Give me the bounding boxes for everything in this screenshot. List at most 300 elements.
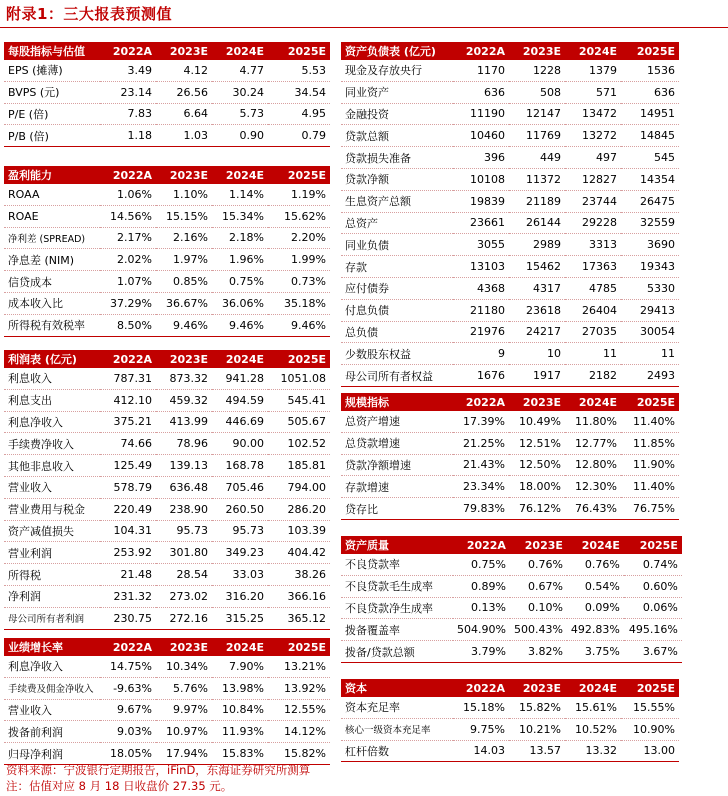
table-row <box>341 554 682 575</box>
column-header: 2025E <box>621 42 679 60</box>
cell-value: 0.67% <box>510 575 567 597</box>
source-note: 资料来源：宁波银行定期报告，iFinD，东海证券研究所测算 <box>6 763 311 777</box>
cell-value: 5.76% <box>156 677 212 699</box>
row-label: 不良贷款净生成率 <box>341 597 453 619</box>
cell-value: 23744 <box>565 190 621 212</box>
cell-value: 3.79% <box>453 641 510 663</box>
cell-value: 3690 <box>621 234 679 256</box>
cell-value: 36.67% <box>156 292 212 314</box>
scale-grid <box>341 393 679 520</box>
cell-value: 18.05% <box>100 743 156 765</box>
row-label: 营业利润 <box>4 542 100 564</box>
table-row <box>341 498 679 520</box>
row-label: 手续费及佣金净收入 <box>4 677 100 699</box>
cell-value: 459.32 <box>156 389 212 411</box>
column-header: 2022A <box>100 166 156 184</box>
table-title: 业绩增长率 <box>4 638 100 656</box>
row-label: 存款 <box>341 256 453 278</box>
cell-value: 238.90 <box>156 498 212 520</box>
cell-value: 78.96 <box>156 433 212 455</box>
row-label: 净利差 (SPREAD) <box>4 227 100 249</box>
cell-value: 5.73 <box>212 103 268 125</box>
table-row <box>4 607 330 629</box>
cell-value: 15.62% <box>268 205 330 227</box>
cell-value: 794.00 <box>268 476 330 498</box>
cell-value: 10.97% <box>156 721 212 743</box>
cell-value: 1536 <box>621 60 679 81</box>
row-label: ROAA <box>4 184 100 205</box>
cell-value: 26475 <box>621 190 679 212</box>
cell-value: 12.77% <box>565 432 621 454</box>
row-label: 总贷款增速 <box>341 432 453 454</box>
cell-value: 449 <box>509 147 565 169</box>
column-header: 2022A <box>453 393 509 411</box>
cell-value: 497 <box>565 147 621 169</box>
cell-value: 102.52 <box>268 433 330 455</box>
table-title: 盈利能力 <box>4 166 100 184</box>
cell-value: 9.46% <box>156 314 212 336</box>
cell-value: 26404 <box>565 299 621 321</box>
cell-value: 1.07% <box>100 271 156 293</box>
cell-value: 1.06% <box>100 184 156 205</box>
row-label: 其他非息收入 <box>4 455 100 477</box>
income-statement-table <box>4 350 330 630</box>
table-row <box>341 299 679 321</box>
header-row <box>4 350 330 368</box>
table-row <box>341 147 679 169</box>
table-row <box>341 190 679 212</box>
cell-value: 0.13% <box>453 597 510 619</box>
cell-value: 9.75% <box>453 718 509 740</box>
cell-value: 492.83% <box>567 619 624 641</box>
cell-value: 11 <box>565 343 621 365</box>
cell-value: 28.54 <box>156 564 212 586</box>
column-header: 2023E <box>156 166 212 184</box>
row-label: 少数股东权益 <box>341 343 453 365</box>
cell-value: 787.31 <box>100 368 156 389</box>
table-title: 利润表 (亿元) <box>4 350 100 368</box>
cell-value: 21189 <box>509 190 565 212</box>
row-label: 成本收入比 <box>4 292 100 314</box>
row-label: 现金及存放央行 <box>341 60 453 81</box>
cell-value: 79.83% <box>453 498 509 520</box>
cell-value: 14.12% <box>268 721 330 743</box>
table-row <box>4 271 330 293</box>
cell-value: -9.63% <box>100 677 156 699</box>
table-title: 规模指标 <box>341 393 453 411</box>
column-header: 2025E <box>268 638 330 656</box>
cell-value: 0.75% <box>212 271 268 293</box>
cell-value: 220.49 <box>100 498 156 520</box>
cell-value: 2.18% <box>212 227 268 249</box>
row-label: 利息净收入 <box>4 656 100 677</box>
cell-value: 9.03% <box>100 721 156 743</box>
title-divider <box>0 27 728 28</box>
column-header: 2022A <box>100 42 156 60</box>
table-row <box>341 81 679 103</box>
cell-value: 5330 <box>621 277 679 299</box>
cell-value: 7.83 <box>100 103 156 125</box>
table-row <box>341 168 679 190</box>
row-label: 利息支出 <box>4 389 100 411</box>
table-row <box>341 256 679 278</box>
cell-value: 6.64 <box>156 103 212 125</box>
table-row <box>341 411 679 432</box>
column-header: 2022A <box>100 350 156 368</box>
cell-value: 15.61% <box>565 697 621 718</box>
table-row <box>4 721 330 743</box>
column-header: 2024E <box>212 166 268 184</box>
profitability-grid <box>4 166 330 337</box>
cell-value: 23.14 <box>100 81 156 103</box>
table-row <box>341 365 679 387</box>
cell-value: 10460 <box>453 125 509 147</box>
table-row <box>341 697 679 718</box>
table-row <box>4 81 330 103</box>
cell-value: 35.18% <box>268 292 330 314</box>
valuation-note: 注：估值对应 8 月 18 日收盘价 27.35 元。 <box>6 779 233 793</box>
cell-value: 95.73 <box>156 520 212 542</box>
cell-value: 15.15% <box>156 205 212 227</box>
row-label: 贷款净额 <box>341 168 453 190</box>
cell-value: 636 <box>621 81 679 103</box>
cell-value: 504.90% <box>453 619 510 641</box>
cell-value: 13103 <box>453 256 509 278</box>
table-row <box>341 60 679 81</box>
valuation-grid <box>4 42 330 147</box>
capital-grid <box>341 679 679 762</box>
column-header: 2023E <box>509 679 565 697</box>
column-header: 2022A <box>453 679 509 697</box>
cell-value: 375.21 <box>100 411 156 433</box>
table-title: 每股指标与估值 <box>4 42 100 60</box>
cell-value: 0.60% <box>624 575 682 597</box>
valuation-table <box>4 42 330 147</box>
row-label: 贷款净额增速 <box>341 454 453 476</box>
row-label: 利息收入 <box>4 368 100 389</box>
column-header: 2025E <box>268 166 330 184</box>
column-header: 2025E <box>621 393 679 411</box>
cell-value: 231.32 <box>100 585 156 607</box>
cell-value: 21180 <box>453 299 509 321</box>
table-row <box>4 455 330 477</box>
row-label: 净息差 (NIM) <box>4 249 100 271</box>
cell-value: 125.49 <box>100 455 156 477</box>
cell-value: 74.66 <box>100 433 156 455</box>
cell-value: 23.34% <box>453 476 509 498</box>
cell-value: 260.50 <box>212 498 268 520</box>
column-header: 2023E <box>156 42 212 60</box>
row-label: 手续费净收入 <box>4 433 100 455</box>
cell-value: 495.16% <box>624 619 682 641</box>
column-header: 2025E <box>268 42 330 60</box>
cell-value: 545.41 <box>268 389 330 411</box>
cell-value: 17.94% <box>156 743 212 765</box>
cell-value: 21.43% <box>453 454 509 476</box>
cell-value: 3313 <box>565 234 621 256</box>
cell-value: 0.75% <box>453 554 510 575</box>
cell-value: 0.74% <box>624 554 682 575</box>
cell-value: 12.80% <box>565 454 621 476</box>
cell-value: 19839 <box>453 190 509 212</box>
cell-value: 11.40% <box>621 476 679 498</box>
table-row <box>341 575 682 597</box>
row-label: 付息负债 <box>341 299 453 321</box>
table-row <box>4 498 330 520</box>
column-header: 2023E <box>509 393 565 411</box>
cell-value: 2.16% <box>156 227 212 249</box>
capital-table <box>341 679 679 762</box>
table-row <box>4 677 330 699</box>
cell-value: 1.10% <box>156 184 212 205</box>
profitability-table <box>4 166 330 337</box>
balance-sheet-table <box>341 42 679 387</box>
cell-value: 1170 <box>453 60 509 81</box>
cell-value: 2493 <box>621 365 679 387</box>
cell-value: 286.20 <box>268 498 330 520</box>
cell-value: 103.39 <box>268 520 330 542</box>
table-row <box>4 184 330 205</box>
cell-value: 4368 <box>453 277 509 299</box>
cell-value: 30054 <box>621 321 679 343</box>
cell-value: 14.75% <box>100 656 156 677</box>
row-label: 总负债 <box>341 321 453 343</box>
cell-value: 185.81 <box>268 455 330 477</box>
cell-value: 3.49 <box>100 60 156 81</box>
cell-value: 1.97% <box>156 249 212 271</box>
page-title: 附录1：三大报表预测值 <box>6 5 172 23</box>
cell-value: 76.12% <box>509 498 565 520</box>
table-row <box>4 314 330 336</box>
cell-value: 366.16 <box>268 585 330 607</box>
table-row <box>341 641 682 663</box>
cell-value: 12147 <box>509 103 565 125</box>
cell-value: 873.32 <box>156 368 212 389</box>
cell-value: 11190 <box>453 103 509 125</box>
cell-value: 14951 <box>621 103 679 125</box>
cell-value: 1.99% <box>268 249 330 271</box>
cell-value: 15462 <box>509 256 565 278</box>
cell-value: 2.02% <box>100 249 156 271</box>
cell-value: 139.13 <box>156 455 212 477</box>
cell-value: 0.76% <box>510 554 567 575</box>
cell-value: 11372 <box>509 168 565 190</box>
cell-value: 2989 <box>509 234 565 256</box>
cell-value: 3.75% <box>567 641 624 663</box>
cell-value: 38.26 <box>268 564 330 586</box>
cell-value: 26.56 <box>156 81 212 103</box>
cell-value: 12.51% <box>509 432 565 454</box>
table-row <box>4 564 330 586</box>
cell-value: 26144 <box>509 212 565 234</box>
table-title: 资本 <box>341 679 453 697</box>
cell-value: 13.98% <box>212 677 268 699</box>
table-row <box>4 699 330 721</box>
cell-value: 301.80 <box>156 542 212 564</box>
cell-value: 9.46% <box>212 314 268 336</box>
cell-value: 1.96% <box>212 249 268 271</box>
table-row <box>4 60 330 81</box>
cell-value: 0.73% <box>268 271 330 293</box>
balance-grid <box>341 42 679 387</box>
row-label: 生息资产总额 <box>341 190 453 212</box>
cell-value: 10.52% <box>565 718 621 740</box>
cell-value: 15.18% <box>453 697 509 718</box>
cell-value: 5.53 <box>268 60 330 81</box>
cell-value: 1.18 <box>100 125 156 147</box>
cell-value: 11.90% <box>621 454 679 476</box>
cell-value: 19343 <box>621 256 679 278</box>
cell-value: 272.16 <box>156 607 212 629</box>
cell-value: 11.40% <box>621 411 679 432</box>
table-row <box>4 433 330 455</box>
cell-value: 14.03 <box>453 740 509 762</box>
cell-value: 10.21% <box>509 718 565 740</box>
cell-value: 2.20% <box>268 227 330 249</box>
cell-value: 14845 <box>621 125 679 147</box>
table-row <box>341 597 682 619</box>
row-label: 存款增速 <box>341 476 453 498</box>
cell-value: 76.43% <box>565 498 621 520</box>
cell-value: 11.93% <box>212 721 268 743</box>
row-label: 总资产 <box>341 212 453 234</box>
cell-value: 3.67% <box>624 641 682 663</box>
cell-value: 36.06% <box>212 292 268 314</box>
cell-value: 508 <box>509 81 565 103</box>
row-label: 金融投资 <box>341 103 453 125</box>
table-row <box>4 520 330 542</box>
row-label: BVPS (元) <box>4 81 100 103</box>
table-row <box>4 476 330 498</box>
table-row <box>4 292 330 314</box>
cell-value: 104.31 <box>100 520 156 542</box>
row-label: ROAE <box>4 205 100 227</box>
cell-value: 8.50% <box>100 314 156 336</box>
cell-value: 13.00 <box>621 740 679 762</box>
cell-value: 17363 <box>565 256 621 278</box>
row-label: 不良贷款率 <box>341 554 453 575</box>
cell-value: 571 <box>565 81 621 103</box>
column-header: 2024E <box>567 536 624 554</box>
cell-value: 494.59 <box>212 389 268 411</box>
cell-value: 0.10% <box>510 597 567 619</box>
cell-value: 9.46% <box>268 314 330 336</box>
row-label: 贷款损失准备 <box>341 147 453 169</box>
table-row <box>341 476 679 498</box>
header-row <box>341 536 682 554</box>
cell-value: 18.00% <box>509 476 565 498</box>
table-row <box>4 389 330 411</box>
cell-value: 0.54% <box>567 575 624 597</box>
cell-value: 413.99 <box>156 411 212 433</box>
cell-value: 412.10 <box>100 389 156 411</box>
column-header: 2024E <box>212 638 268 656</box>
table-row <box>341 619 682 641</box>
cell-value: 21.25% <box>453 432 509 454</box>
column-header: 2022A <box>453 42 509 60</box>
cell-value: 316.20 <box>212 585 268 607</box>
table-row <box>341 277 679 299</box>
cell-value: 4.12 <box>156 60 212 81</box>
cell-value: 3055 <box>453 234 509 256</box>
row-label: EPS (摊薄) <box>4 60 100 81</box>
row-label: 贷存比 <box>341 498 453 520</box>
cell-value: 29413 <box>621 299 679 321</box>
cell-value: 578.79 <box>100 476 156 498</box>
table-row <box>341 125 679 147</box>
cell-value: 4.77 <box>212 60 268 81</box>
row-label: 资本充足率 <box>341 697 453 718</box>
cell-value: 1917 <box>509 365 565 387</box>
cell-value: 21.48 <box>100 564 156 586</box>
cell-value: 10.34% <box>156 656 212 677</box>
cell-value: 14354 <box>621 168 679 190</box>
cell-value: 32559 <box>621 212 679 234</box>
asset-quality-table <box>341 536 682 663</box>
cell-value: 29228 <box>565 212 621 234</box>
scale-table <box>341 393 679 520</box>
income-grid <box>4 350 330 630</box>
cell-value: 15.34% <box>212 205 268 227</box>
cell-value: 315.25 <box>212 607 268 629</box>
cell-value: 1379 <box>565 60 621 81</box>
table-title: 资产负债表 (亿元) <box>341 42 453 60</box>
column-header: 2025E <box>621 679 679 697</box>
column-header: 2022A <box>453 536 510 554</box>
row-label: 净利润 <box>4 585 100 607</box>
footer <box>6 762 310 794</box>
table-row <box>4 249 330 271</box>
table-title: 资产质量 <box>341 536 453 554</box>
cell-value: 3.82% <box>510 641 567 663</box>
growth-grid <box>4 638 330 765</box>
cell-value: 11 <box>621 343 679 365</box>
row-label: 资产减值损失 <box>4 520 100 542</box>
cell-value: 15.55% <box>621 697 679 718</box>
row-label: 不良贷款毛生成率 <box>341 575 453 597</box>
cell-value: 1.19% <box>268 184 330 205</box>
cell-value: 545 <box>621 147 679 169</box>
column-header: 2025E <box>268 350 330 368</box>
header-row <box>4 166 330 184</box>
cell-value: 2182 <box>565 365 621 387</box>
table-row <box>4 103 330 125</box>
table-row <box>341 321 679 343</box>
cell-value: 230.75 <box>100 607 156 629</box>
table-row <box>341 234 679 256</box>
row-label: 贷款总额 <box>341 125 453 147</box>
cell-value: 396 <box>453 147 509 169</box>
table-row <box>341 103 679 125</box>
row-label: 核心一级资本充足率 <box>341 718 453 740</box>
cell-value: 13.92% <box>268 677 330 699</box>
column-header: 2023E <box>510 536 567 554</box>
cell-value: 95.73 <box>212 520 268 542</box>
cell-value: 253.92 <box>100 542 156 564</box>
row-label: 母公司所有者权益 <box>341 365 453 387</box>
row-label: 所得税有效税率 <box>4 314 100 336</box>
column-header: 2025E <box>624 536 682 554</box>
cell-value: 0.85% <box>156 271 212 293</box>
row-label: 同业资产 <box>341 81 453 103</box>
column-header: 2024E <box>565 42 621 60</box>
table-row <box>4 656 330 677</box>
cell-value: 636.48 <box>156 476 212 498</box>
table-row <box>341 740 679 762</box>
row-label: 拨备/贷款总额 <box>341 641 453 663</box>
row-label: 利息净收入 <box>4 411 100 433</box>
cell-value: 446.69 <box>212 411 268 433</box>
